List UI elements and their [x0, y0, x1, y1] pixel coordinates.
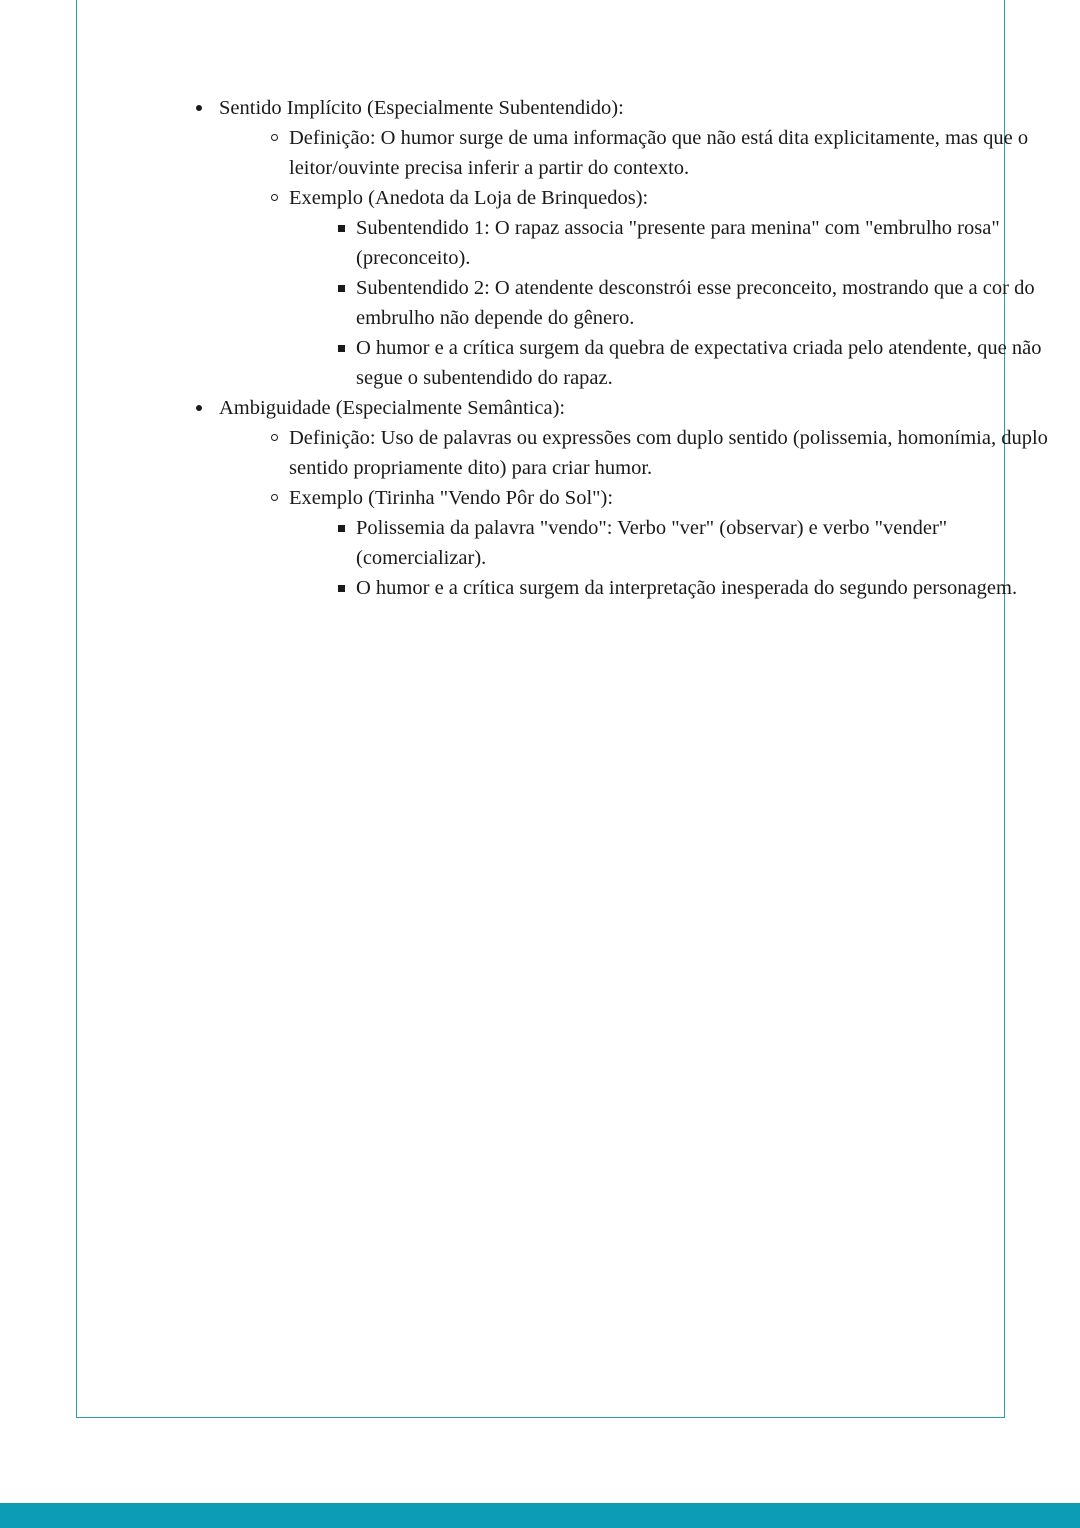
outline-item-text: Subentendido 2: O atendente desconstrói esse preconceito, mostrando que a cor do embrulho não depende do gênero. — [356, 277, 1035, 329]
square-bullet-icon — [338, 585, 345, 592]
outline-item — [327, 573, 1067, 603]
footer-accent-band — [0, 1503, 1080, 1528]
outline-list-level-2 — [259, 123, 1067, 393]
circle-bullet-icon — [271, 134, 278, 141]
outline-item-text: Exemplo (Tirinha "Vendo Pôr do Sol"): — [289, 487, 614, 509]
outline-item — [327, 273, 1067, 333]
square-bullet-icon — [338, 225, 345, 232]
square-bullet-icon — [338, 285, 345, 292]
outline-list-level-3 — [327, 513, 1067, 603]
square-bullet-icon — [338, 345, 345, 352]
disc-bullet-icon — [196, 405, 202, 411]
outline-item — [327, 213, 1067, 273]
outline-item-text: Definição: Uso de palavras ou expressões com duplo sentido (polissemia, homonímia, duplo sentido propriamente dito) para criar humor. — [289, 427, 1048, 479]
outline-item — [259, 483, 1067, 603]
outline-item — [259, 423, 1067, 483]
disc-bullet-icon — [196, 105, 202, 111]
circle-bullet-icon — [271, 494, 278, 501]
outline-item — [259, 183, 1067, 393]
outline-item-text: Polissemia da palavra "vendo": Verbo "ver" (observar) e verbo "vender" (comercializar). — [356, 517, 948, 569]
circle-bullet-icon — [271, 434, 278, 441]
outline-item-text: Exemplo (Anedota da Loja de Brinquedos): — [289, 187, 649, 209]
outline-list-level-2 — [259, 423, 1067, 603]
outline-item — [187, 93, 1067, 393]
outline-item-text: Definição: O humor surge de uma informação que não está dita explicitamente, mas que o leitor/ouvinte precisa inferir a partir do contexto. — [289, 127, 1029, 179]
outline-item-text: Sentido Implícito (Especialmente Subentendido): — [219, 97, 624, 119]
outline-item — [327, 513, 1067, 573]
outline-list-level-1 — [187, 93, 1067, 603]
outline-item-text: Ambiguidade (Especialmente Semântica): — [219, 397, 566, 419]
outline-item-text: O humor e a crítica surgem da quebra de expectativa criada pelo atendente, que não segue o subentendido do rapaz. — [356, 337, 1042, 389]
circle-bullet-icon — [271, 194, 278, 201]
outline-item — [259, 123, 1067, 183]
outline-item — [327, 333, 1067, 393]
outline-item-text: O humor e a crítica surgem da interpretação inesperada do segundo personagem. — [356, 577, 1018, 599]
outline-list-level-3 — [327, 213, 1067, 393]
document-page-frame — [76, 0, 1048, 1418]
outline-item-text: Subentendido 1: O rapaz associa "presente para menina" com "embrulho rosa" (preconceito). — [356, 217, 1000, 269]
square-bullet-icon — [338, 525, 345, 532]
outline-item — [187, 393, 1067, 603]
document-body — [187, 93, 1067, 603]
